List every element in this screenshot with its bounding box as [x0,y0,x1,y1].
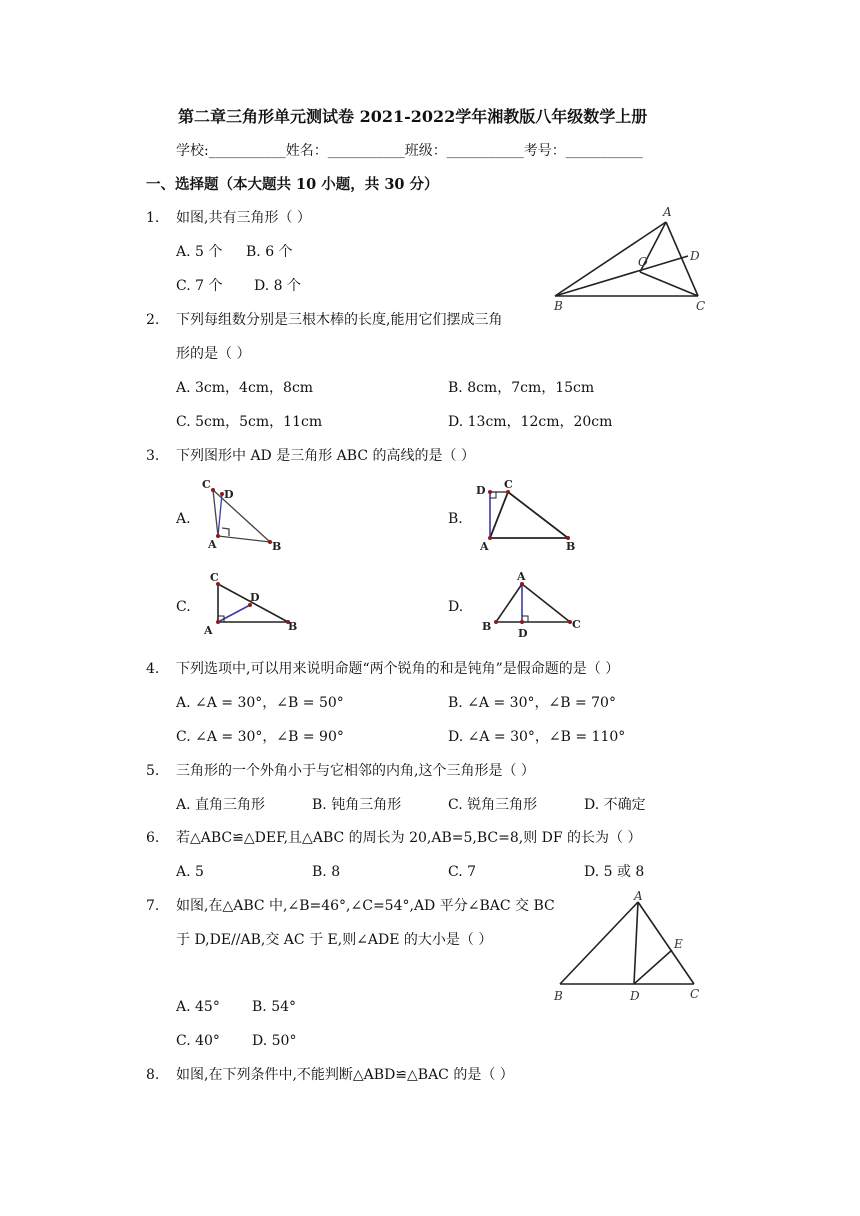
q1-label-b: B [554,299,563,313]
q6-option-d: D. 5 或 8 [584,864,645,880]
q7-option-d: D. 50° [252,1033,297,1049]
q3a-label-c: C [202,478,211,491]
q7-option-b: B. 54° [252,999,297,1015]
q3d-label-a: A [517,570,526,583]
q3-figure-a [198,478,288,552]
q1-number: 1. [146,210,160,226]
q2-number: 2. [146,312,160,328]
q3-option-c: C. [176,599,191,615]
q4-option-d: D. ∠A = 30°，∠B = 110° [448,729,626,745]
q3b-label-c: C [504,478,513,491]
q7-label-c: C [690,987,700,1001]
q3c-label-b: B [288,620,298,633]
q1-option-d: D. 8 个 [254,278,301,294]
q3-stem: 下列图形中 AD 是三角形 ABC 的高线的是（ ） [176,448,475,464]
q1-option-b: B. 6 个 [246,244,293,260]
q6-option-b: B. 8 [312,864,341,880]
q3d-label-b: B [482,620,492,633]
q1-label-d: D [690,249,700,263]
q2-option-c: C. 5cm，5cm，11cm [176,414,323,430]
q1-label-c: C [696,299,706,313]
q3c-label-d: D [250,591,260,604]
q6-number: 6. [146,830,160,846]
q5-option-d: D. 不确定 [584,797,646,813]
q4-option-b: B. ∠A = 30°，∠B = 70° [448,695,616,711]
q6-stem: 若△ABC≌△DEF,且△ABC 的周长为 20,AB=5,BC=8,则 DF 的长为（ ） [176,830,642,846]
student-info-line: 学校:___________姓名：___________班级：___________考号：___________ [176,143,643,159]
q7-stem-line1: 如图,在△ABC 中,∠B=46°,∠C=54°,AD 平分∠BAC 交 BC [176,898,555,914]
q2-option-d: D. 13cm，12cm，20cm [448,414,613,430]
q7-option-a: A. 45° [176,999,220,1015]
q3-figure-d [478,570,588,640]
q4-option-a: A. ∠A = 30°，∠B = 50° [176,695,344,711]
q3b-label-a: A [480,540,489,553]
q3-option-a: A. [176,511,191,527]
q7-label-d: D [630,989,640,1003]
q7-option-c: C. 40° [176,1033,220,1049]
q1-figure [550,200,720,318]
q5-number: 5. [146,763,160,779]
q4-option-c: C. ∠A = 30°，∠B = 90° [176,729,344,745]
q3-option-b: B. [448,511,463,527]
q1-option-c: C. 7 个 [176,278,223,294]
q3d-label-c: C [572,618,581,631]
q6-option-a: A. 5 [176,864,204,880]
q3-figure-b [472,478,582,552]
q5-stem: 三角形的一个外角小于与它相邻的内角,这个三角形是（ ） [176,763,535,779]
q2-stem-line1: 下列每组数分别是三根木棒的长度,能用它们摆成三角 [176,312,503,328]
q3-option-d: D. [448,599,464,615]
q4-number: 4. [146,661,160,677]
q1-label-o: O [638,255,648,269]
q1-option-a: A. 5 个 [176,244,223,260]
q3c-label-c: C [210,571,219,584]
page-title: 第二章三角形单元测试卷 2021-2022学年湘教版八年级数学上册 [178,107,648,126]
q3a-label-d: D [224,488,234,501]
q3b-label-b: B [566,540,576,553]
q3c-label-a: A [204,624,213,637]
section-heading: 一、选择题（本大题共 10 小题，共 30 分） [146,176,439,193]
q2-stem-line2: 形的是（ ） [176,346,251,362]
q7-number: 7. [146,898,160,914]
q7-label-a: A [634,889,643,903]
q3a-label-a: A [208,538,217,551]
q3a-label-b: B [272,540,282,553]
q7-figure [550,888,710,1008]
q4-stem: 下列选项中,可以用来说明命题“两个锐角的和是钝角”是假命题的是（ ） [176,661,620,677]
q8-number: 8. [146,1067,160,1083]
q2-option-b: B. 8cm，7cm，15cm [448,380,595,396]
q2-option-a: A. 3cm，4cm，8cm [176,380,314,396]
q5-option-c: C. 锐角三角形 [448,797,538,813]
q3d-label-d: D [518,627,528,640]
q1-stem: 如图,共有三角形（ ） [176,210,311,226]
q6-option-c: C. 7 [448,864,477,880]
q1-label-a: A [663,205,672,219]
q7-label-e: E [674,937,683,951]
q5-option-b: B. 钝角三角形 [312,797,402,813]
q5-option-a: A. 直角三角形 [176,797,266,813]
q3b-label-d: D [476,484,486,497]
q7-label-b: B [554,989,563,1003]
q7-stem-line2: 于 D,DE//AB,交 AC 于 E,则∠ADE 的大小是（ ） [176,932,493,948]
q8-stem: 如图,在下列条件中,不能判断△ABD≌△BAC 的是（ ） [176,1067,514,1083]
q3-figure-c [200,570,310,638]
q3-number: 3. [146,448,160,464]
